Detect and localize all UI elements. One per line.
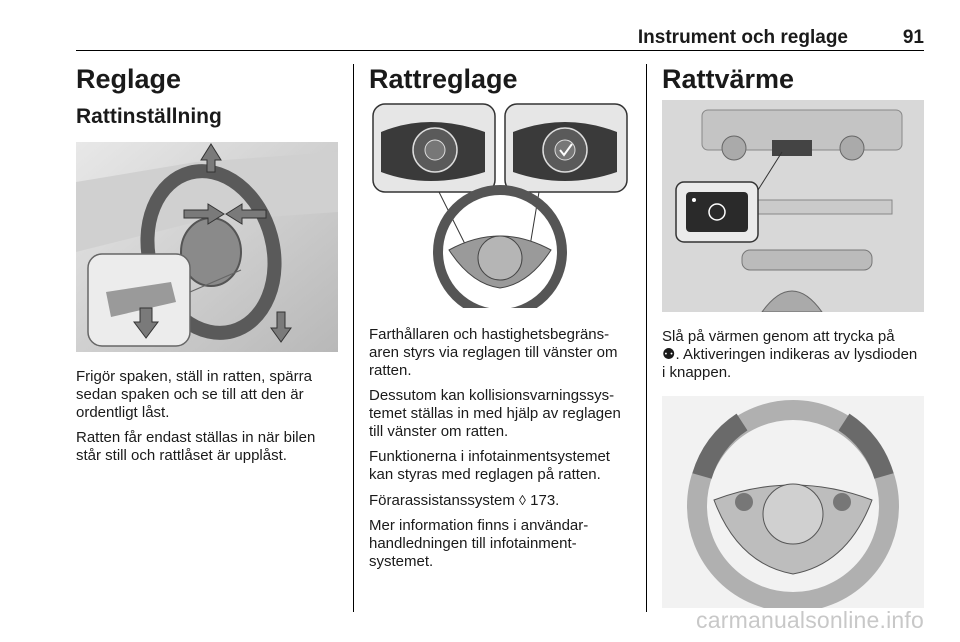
section-title: Instrument och reglage	[637, 27, 848, 48]
paragraph: Funktionerna i infotainmentsystemet kan styras med reglagen på ratten.	[369, 448, 610, 483]
column-divider-2	[646, 64, 647, 612]
paragraph: Mer information finns i användarhandledningen till infotainmentsystemet.	[369, 517, 589, 570]
text-segment: Slå på värmen genom att trycka på	[662, 328, 895, 345]
paragraph: Frigör spaken, ställ in ratten, spärra sedan spaken och se till att den är ordentligt låst.	[76, 368, 312, 421]
paragraph: Dessutom kan kollisionsvarningssystemet ställas in med hjälp av reglagen till vänster om ratten.	[369, 387, 621, 440]
column-3	[662, 60, 924, 608]
steering-wheel-heated-zones-figure	[662, 396, 924, 608]
xref-text: Förarassistanssystem	[369, 492, 515, 509]
steering-controls-figure	[369, 102, 631, 308]
section-heading: Rattreglage	[369, 64, 518, 94]
xref-page: 173.	[530, 492, 560, 509]
subsection-heading: Rattinställning	[76, 105, 222, 128]
steering-adjustment-figure	[76, 142, 338, 352]
column-divider-1	[353, 64, 354, 612]
section-heading: Rattvärme	[662, 64, 795, 94]
watermark: carmanualsonline.info	[696, 607, 924, 633]
column-2	[369, 60, 631, 578]
page-number: 91	[902, 27, 924, 48]
section-heading: Reglage	[76, 64, 182, 94]
heated-wheel-console-figure	[662, 100, 924, 312]
heated-steering-icon: ⚉	[662, 346, 676, 363]
paragraph	[662, 328, 924, 382]
column-1	[76, 60, 338, 472]
paragraph: Ratten får endast ställas in när bilen står still och rattlåset är upplåst.	[76, 429, 316, 464]
xref-arrow-icon: ◊	[519, 492, 526, 508]
text-segment: . Aktiveringen indikeras av lysdioden i knappen.	[662, 346, 918, 381]
paragraph: Farthållaren och hastighetsbegränsaren styrs via reglagen till vänster om ratten.	[369, 326, 618, 379]
cross-reference	[369, 491, 631, 510]
header-rule	[76, 50, 924, 51]
